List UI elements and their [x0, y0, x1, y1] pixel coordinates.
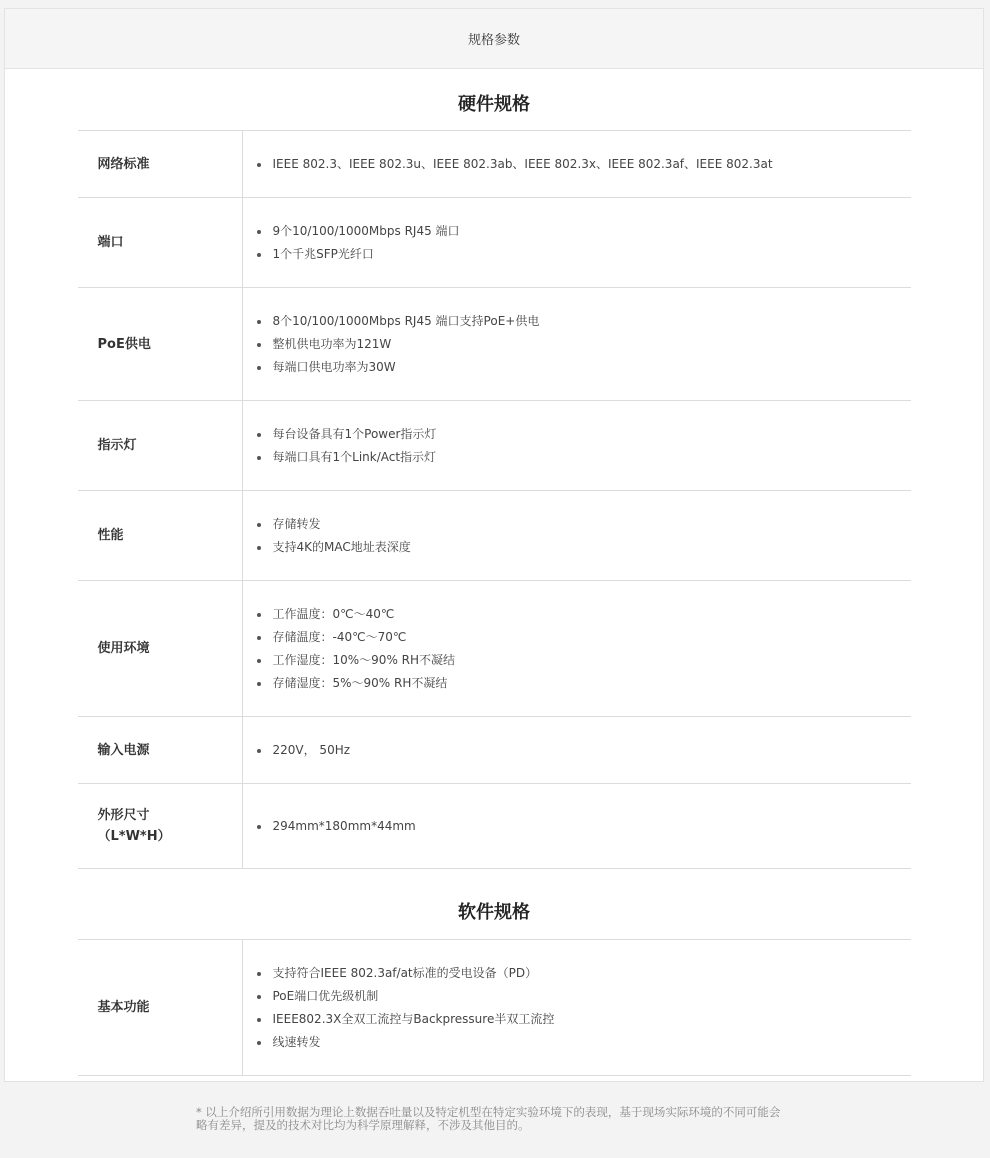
spec-label: 性能 [78, 491, 243, 580]
hardware-spec-table [78, 131, 911, 869]
spec-label: 输入电源 [78, 717, 243, 783]
spec-item: 存储转发 [273, 513, 911, 536]
spec-item: PoE端口优先级机制 [273, 985, 911, 1008]
spec-panel-header [5, 9, 983, 69]
spec-row-power-input [78, 717, 911, 784]
spec-value [243, 581, 911, 716]
spec-row-environment [78, 581, 911, 717]
spec-panel [4, 8, 984, 1082]
spec-item: 每端口供电功率为30W [273, 356, 911, 379]
spec-value [243, 717, 911, 783]
spec-value [243, 131, 911, 197]
spec-label: 使用环境 [78, 581, 243, 716]
spec-row-indicators [78, 401, 911, 491]
spec-item: 工作湿度：10%～90% RH不凝结 [273, 649, 911, 672]
spec-row-poe [78, 288, 911, 401]
panel-title: 规格参数 [467, 33, 520, 48]
spec-label: 网络标准 [78, 131, 243, 197]
spec-item: 9个10/100/1000Mbps RJ45 端口 [273, 220, 911, 243]
spec-value [243, 940, 911, 1075]
spec-value [243, 401, 911, 490]
spec-label [78, 784, 243, 868]
spec-label: PoE供电 [78, 288, 243, 400]
spec-label: 端口 [78, 198, 243, 287]
spec-item: 8个10/100/1000Mbps RJ45 端口支持PoE+供电 [273, 310, 911, 333]
spec-item: 存储湿度：5%～90% RH不凝结 [273, 672, 911, 695]
spec-item: 每台设备具有1个Power指示灯 [273, 423, 911, 446]
spec-value [243, 784, 911, 868]
spec-item: 1个千兆SFP光纤口 [273, 243, 911, 266]
spec-row-dimensions [78, 784, 911, 869]
software-spec-table [78, 940, 911, 1076]
spec-item: IEEE802.3X全双工流控与Backpressure半双工流控 [273, 1008, 911, 1031]
spec-item: 220V， 50Hz [273, 739, 911, 762]
spec-label: 指示灯 [78, 401, 243, 490]
spec-item: 工作温度：0℃～40℃ [273, 603, 911, 626]
spec-label: 基本功能 [78, 940, 243, 1075]
spec-row-performance [78, 491, 911, 581]
spec-item: 支持符合IEEE 802.3af/at标准的受电设备（PD） [273, 962, 911, 985]
spec-value [243, 491, 911, 580]
spec-value [243, 198, 911, 287]
spec-item: 线速转发 [273, 1031, 911, 1054]
software-section-title: 软件规格 [78, 869, 911, 940]
hardware-section-title: 硬件规格 [78, 69, 911, 131]
disclaimer-footnote [196, 1106, 836, 1132]
spec-row-basic-functions [78, 940, 911, 1076]
spec-value [243, 288, 911, 400]
spec-item: 整机供电功率为121W [273, 333, 911, 356]
spec-row-network-standard [78, 131, 911, 198]
spec-label-line: （L*W*H） [97, 829, 171, 844]
footnote-line: 略有差异，提及的技术对比均为科学原理解释，不涉及其他目的。 [196, 1118, 530, 1132]
spec-item: 每端口具有1个Link/Act指示灯 [273, 446, 911, 469]
spec-item: 支持4K的MAC地址表深度 [273, 536, 911, 559]
spec-label-line: 外形尺寸 [97, 808, 150, 823]
spec-item: IEEE 802.3、IEEE 802.3u、IEEE 802.3ab、IEEE 802.3x、IEEE 802.3af、IEEE 802.3at [273, 153, 911, 176]
footnote-line: * 以上介绍所引用数据为理论上数据吞吐量以及特定机型在特定实验环境下的表现，基于现场实际环境的不同可能会 [196, 1105, 781, 1119]
spec-item: 294mm*180mm*44mm [273, 815, 911, 838]
spec-row-ports [78, 198, 911, 288]
spec-item: 存储温度：-40℃～70℃ [273, 626, 911, 649]
